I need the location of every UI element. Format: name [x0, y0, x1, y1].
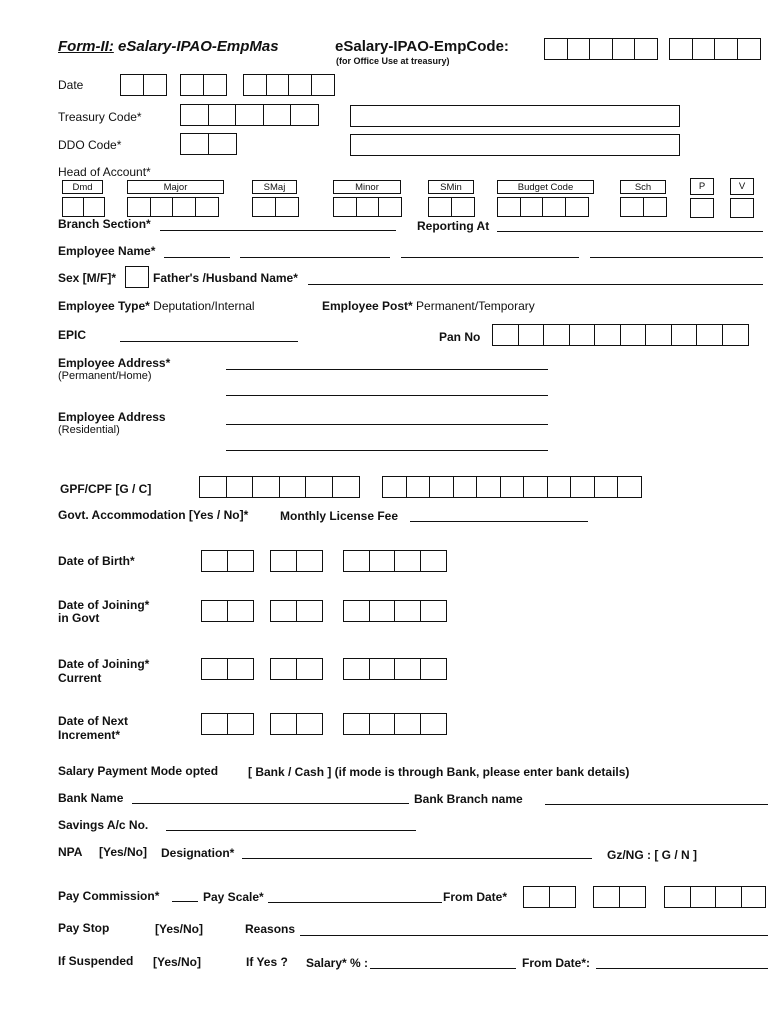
from-date-year[interactable] — [664, 886, 764, 908]
hoa-minor-label: Minor — [333, 180, 401, 194]
hoa-box[interactable] — [620, 197, 644, 217]
dob-month[interactable] — [270, 550, 321, 572]
hoa-box[interactable] — [275, 197, 299, 217]
salary-percent-field[interactable] — [370, 968, 516, 969]
pan-box[interactable] — [492, 324, 519, 346]
hoa-smin — [428, 180, 474, 217]
gpf-box[interactable] — [332, 476, 360, 498]
hoa-major — [127, 180, 224, 217]
hoa-p — [690, 178, 714, 218]
hoa-box[interactable] — [565, 197, 589, 217]
doj-govt-day[interactable] — [201, 600, 252, 622]
emp-code-box[interactable] — [612, 38, 636, 60]
pay-scale-field[interactable] — [268, 902, 442, 903]
address-permanent-sub: (Permanent/Home) — [58, 370, 152, 382]
gpf-box[interactable] — [476, 476, 501, 498]
pan-box[interactable] — [722, 324, 749, 346]
employee-post-row — [322, 299, 535, 313]
treasury-box[interactable] — [208, 104, 237, 126]
gpf-box[interactable] — [199, 476, 227, 498]
from-date-box[interactable] — [593, 886, 620, 908]
salary-mode-label: Salary Payment Mode opted — [58, 764, 219, 778]
emp-code-boxes-2[interactable] — [669, 38, 759, 60]
designation-label: Designation* — [161, 846, 235, 860]
gpf-box[interactable] — [500, 476, 525, 498]
hoa-box[interactable] — [62, 197, 84, 217]
gpf-box[interactable] — [429, 476, 454, 498]
dni-month[interactable] — [270, 713, 321, 735]
emp-code-box[interactable] — [589, 38, 613, 60]
doj-box[interactable] — [227, 658, 254, 680]
dni-box[interactable] — [270, 713, 297, 735]
doj-box[interactable] — [369, 658, 396, 680]
if-suspended-label: If Suspended — [58, 954, 134, 968]
emp-code-boxes-1[interactable] — [544, 38, 657, 60]
dni-box[interactable] — [227, 713, 254, 735]
doj-govt-year[interactable] — [343, 600, 445, 622]
hoa-box[interactable] — [497, 197, 521, 217]
doj-box[interactable] — [270, 658, 297, 680]
dob-box[interactable] — [343, 550, 370, 572]
license-fee-label: Monthly License Fee — [280, 509, 399, 523]
treasury-code-boxes[interactable] — [180, 104, 318, 126]
dni-year[interactable] — [343, 713, 445, 735]
doj-box[interactable] — [343, 600, 370, 622]
hoa-budget-code-label: Budget Code — [497, 180, 594, 194]
hoa-box[interactable] — [83, 197, 105, 217]
gpf-box[interactable] — [547, 476, 572, 498]
employee-name-extra[interactable] — [590, 257, 763, 258]
hoa-smaj — [252, 180, 297, 217]
doj-box[interactable] — [394, 600, 421, 622]
gpf-box[interactable] — [617, 476, 642, 498]
doj-govt-label-1: Date of Joining* — [58, 598, 150, 612]
hoa-sch-label: Sch — [620, 180, 666, 194]
emp-code-box[interactable] — [567, 38, 591, 60]
dob-year[interactable] — [343, 550, 445, 572]
pay-commission-label: Pay Commission* — [58, 889, 160, 903]
gpf-boxes-2[interactable] — [382, 476, 641, 498]
sex-label: Sex [M/F]* — [58, 271, 117, 285]
emp-code-label: eSalary-IPAO-EmpCode: — [335, 38, 509, 55]
pan-box[interactable] — [518, 324, 545, 346]
dob-box[interactable] — [201, 550, 228, 572]
ddo-name-field[interactable] — [350, 134, 680, 156]
hoa-box[interactable] — [643, 197, 667, 217]
sex-box[interactable] — [125, 266, 149, 288]
license-fee-field[interactable] — [410, 521, 588, 522]
address-residential-label: Employee Address — [58, 410, 166, 424]
reasons-field[interactable] — [300, 935, 768, 936]
gpf-box[interactable] — [252, 476, 280, 498]
from-date-box[interactable] — [549, 886, 576, 908]
hoa-box[interactable] — [520, 197, 544, 217]
hoa-minor — [333, 180, 401, 217]
hoa-major-label: Major — [127, 180, 224, 194]
dob-box[interactable] — [270, 550, 297, 572]
hoa-box[interactable] — [172, 197, 196, 217]
employee-type-row — [58, 299, 255, 313]
hoa-box[interactable] — [333, 197, 357, 217]
doj-box[interactable] — [420, 658, 447, 680]
gpf-box[interactable] — [226, 476, 254, 498]
reporting-at-label: Reporting At — [417, 219, 490, 233]
doj-box[interactable] — [201, 658, 228, 680]
form-number: Form-II: — [58, 38, 114, 55]
if-suspended-options[interactable]: [Yes/No] — [153, 955, 202, 969]
gpf-box[interactable] — [382, 476, 407, 498]
emp-code-box[interactable] — [692, 38, 716, 60]
bank-name-field[interactable] — [132, 803, 409, 804]
dni-label-2: Increment* — [58, 728, 121, 742]
from-date-box[interactable] — [523, 886, 550, 908]
from-date-day[interactable] — [523, 886, 574, 908]
hoa-dmd-label: Dmd — [62, 180, 103, 194]
dni-label-1: Date of Next — [58, 714, 129, 728]
bank-branch-field[interactable] — [545, 804, 768, 805]
from-date-month[interactable] — [593, 886, 644, 908]
hoa-smaj-label: SMaj — [252, 180, 297, 194]
hoa-box[interactable] — [195, 197, 219, 217]
pan-box[interactable] — [645, 324, 672, 346]
npa-options[interactable]: [Yes/No] — [99, 845, 148, 859]
address-residential-line-2[interactable] — [226, 450, 548, 451]
gpf-box[interactable] — [523, 476, 548, 498]
doj-current-label-1: Date of Joining* — [58, 657, 150, 671]
from-date-box[interactable] — [664, 886, 691, 908]
pay-commission-field[interactable] — [172, 901, 198, 902]
hoa-box[interactable] — [378, 197, 402, 217]
pan-no-boxes[interactable] — [492, 324, 747, 346]
doj-box[interactable] — [394, 658, 421, 680]
doj-govt-month[interactable] — [270, 600, 321, 622]
from-date-label: From Date* — [443, 890, 508, 904]
epic-field[interactable] — [120, 341, 298, 342]
date-year-boxes[interactable] — [243, 74, 333, 96]
doj-box[interactable] — [201, 600, 228, 622]
ddo-box[interactable] — [208, 133, 237, 155]
dni-day[interactable] — [201, 713, 252, 735]
dob-box[interactable] — [296, 550, 323, 572]
gpf-box[interactable] — [594, 476, 619, 498]
doj-box[interactable] — [296, 600, 323, 622]
pan-box[interactable] — [543, 324, 570, 346]
form-title — [58, 38, 279, 55]
hoa-box[interactable] — [542, 197, 566, 217]
treasury-box[interactable] — [290, 104, 319, 126]
gpf-box[interactable] — [305, 476, 333, 498]
hoa-box[interactable] — [356, 197, 380, 217]
dob-box[interactable] — [227, 550, 254, 572]
doj-current-day[interactable] — [201, 658, 252, 680]
ddo-box[interactable] — [180, 133, 209, 155]
branch-section-field[interactable] — [160, 230, 396, 231]
reasons-label: Reasons — [245, 922, 296, 936]
hoa-box[interactable] — [690, 198, 714, 218]
date-box[interactable] — [120, 74, 144, 96]
from-date2-field[interactable] — [596, 968, 768, 969]
father-husband-label: Father's /Husband Name* — [153, 271, 298, 285]
doj-box[interactable] — [343, 658, 370, 680]
if-yes-label: If Yes ? — [246, 955, 288, 969]
employee-post-label: Employee Post* — [322, 299, 413, 313]
hoa-p-label: P — [690, 178, 714, 195]
doj-current-month[interactable] — [270, 658, 321, 680]
doj-govt-label-2: in Govt — [58, 611, 100, 625]
emp-code-box[interactable] — [544, 38, 568, 60]
emp-code-box[interactable] — [669, 38, 693, 60]
date-box[interactable] — [180, 74, 204, 96]
dob-box[interactable] — [420, 550, 447, 572]
dob-day[interactable] — [201, 550, 252, 572]
from-date-box[interactable] — [690, 886, 717, 908]
employee-type-label: Employee Type* — [58, 299, 150, 313]
employee-name-label: Employee Name* — [58, 244, 156, 258]
designation-field[interactable] — [242, 858, 592, 859]
pan-box[interactable] — [671, 324, 698, 346]
ddo-code-boxes[interactable] — [180, 133, 235, 155]
bank-name-label: Bank Name — [58, 791, 124, 805]
doj-box[interactable] — [420, 600, 447, 622]
dni-box[interactable] — [343, 713, 370, 735]
doj-box[interactable] — [369, 600, 396, 622]
dni-box[interactable] — [296, 713, 323, 735]
gpf-boxes-1[interactable] — [199, 476, 358, 498]
from-date2-label: From Date*: — [522, 956, 591, 970]
pay-stop-label: Pay Stop — [58, 921, 110, 935]
treasury-name-field[interactable] — [350, 105, 680, 127]
gpf-box[interactable] — [570, 476, 595, 498]
address-permanent-label: Employee Address* — [58, 356, 171, 370]
epic-label: EPIC — [58, 328, 87, 342]
date-box[interactable] — [288, 74, 312, 96]
savings-label: Savings A/c No. — [58, 818, 149, 832]
dob-label: Date of Birth* — [58, 554, 135, 568]
dni-box[interactable] — [394, 713, 421, 735]
date-month-boxes[interactable] — [180, 74, 225, 96]
branch-section-label: Branch Section* — [58, 217, 151, 231]
npa-label: NPA — [58, 845, 83, 859]
gz-ng-label[interactable]: Gz/NG : [ G / N ] — [607, 848, 697, 862]
hoa-sch — [620, 180, 666, 217]
doj-current-label-2: Current — [58, 671, 102, 685]
date-day-boxes[interactable] — [120, 74, 165, 96]
address-residential-line-1[interactable] — [226, 424, 548, 425]
ddo-code-label: DDO Code* — [58, 138, 122, 152]
emp-code-box[interactable] — [634, 38, 658, 60]
hoa-box[interactable] — [150, 197, 174, 217]
gpf-cpf-label: GPF/CPF [G / C] — [60, 482, 152, 496]
emp-code-box[interactable] — [737, 38, 761, 60]
bank-branch-label: Bank Branch name — [414, 792, 523, 806]
gpf-box[interactable] — [279, 476, 307, 498]
treasury-box[interactable] — [235, 104, 264, 126]
dni-box[interactable] — [420, 713, 447, 735]
doj-box[interactable] — [296, 658, 323, 680]
hoa-box[interactable] — [127, 197, 151, 217]
employee-name-middle[interactable] — [240, 257, 390, 258]
savings-field[interactable] — [166, 830, 416, 831]
pan-no-label: Pan No — [439, 330, 481, 344]
hoa-box[interactable] — [730, 198, 754, 218]
head-of-account-label: Head of Account* — [58, 165, 151, 179]
from-date-box[interactable] — [619, 886, 646, 908]
employee-post-options[interactable]: Permanent/Temporary — [416, 299, 535, 313]
dni-box[interactable] — [369, 713, 396, 735]
emp-code-box[interactable] — [714, 38, 738, 60]
doj-box[interactable] — [270, 600, 297, 622]
pan-box[interactable] — [696, 324, 723, 346]
gpf-box[interactable] — [453, 476, 478, 498]
treasury-code-label: Treasury Code* — [58, 110, 142, 124]
treasury-box[interactable] — [263, 104, 292, 126]
pan-box[interactable] — [620, 324, 647, 346]
reporting-at-field[interactable] — [497, 231, 763, 232]
treasury-box[interactable] — [180, 104, 209, 126]
date-box[interactable] — [311, 74, 335, 96]
hoa-box[interactable] — [428, 197, 452, 217]
employee-type-options[interactable]: Deputation/Internal — [153, 299, 255, 313]
father-husband-field[interactable] — [308, 284, 763, 285]
dob-box[interactable] — [394, 550, 421, 572]
emp-code-note: (for Office Use at treasury) — [336, 56, 450, 66]
hoa-smin-label: SMin — [428, 180, 474, 194]
doj-current-year[interactable] — [343, 658, 445, 680]
gpf-box[interactable] — [406, 476, 431, 498]
date-box[interactable] — [143, 74, 167, 96]
address-residential-sub: (Residential) — [58, 424, 120, 436]
pan-box[interactable] — [569, 324, 596, 346]
salary-mode-options[interactable]: [ Bank / Cash ] (if mode is through Bank, please enter bank details) — [248, 765, 630, 779]
hoa-box[interactable] — [451, 197, 475, 217]
dni-box[interactable] — [201, 713, 228, 735]
employee-name-last[interactable] — [401, 257, 579, 258]
hoa-box[interactable] — [252, 197, 276, 217]
address-permanent-line-2[interactable] — [226, 395, 548, 396]
date-box[interactable] — [203, 74, 227, 96]
hoa-dmd — [62, 180, 103, 217]
hoa-v-label: V — [730, 178, 754, 195]
hoa-budget-code — [497, 180, 594, 217]
from-date-box[interactable] — [741, 886, 766, 908]
address-permanent-line-1[interactable] — [226, 369, 548, 370]
doj-box[interactable] — [227, 600, 254, 622]
hoa-v — [730, 178, 754, 218]
date-label: Date — [58, 78, 84, 92]
pay-scale-label: Pay Scale* — [203, 890, 264, 904]
employee-name-first[interactable] — [164, 257, 230, 258]
from-date-box[interactable] — [715, 886, 742, 908]
govt-accommodation-label: Govt. Accommodation [Yes / No]* — [58, 508, 249, 522]
salary-percent-label: Salary* % : — [306, 956, 369, 970]
dob-box[interactable] — [369, 550, 396, 572]
pay-stop-options[interactable]: [Yes/No] — [155, 922, 204, 936]
date-box[interactable] — [243, 74, 267, 96]
pan-box[interactable] — [594, 324, 621, 346]
date-box[interactable] — [266, 74, 290, 96]
form-name: eSalary-IPAO-EmpMas — [118, 38, 279, 55]
